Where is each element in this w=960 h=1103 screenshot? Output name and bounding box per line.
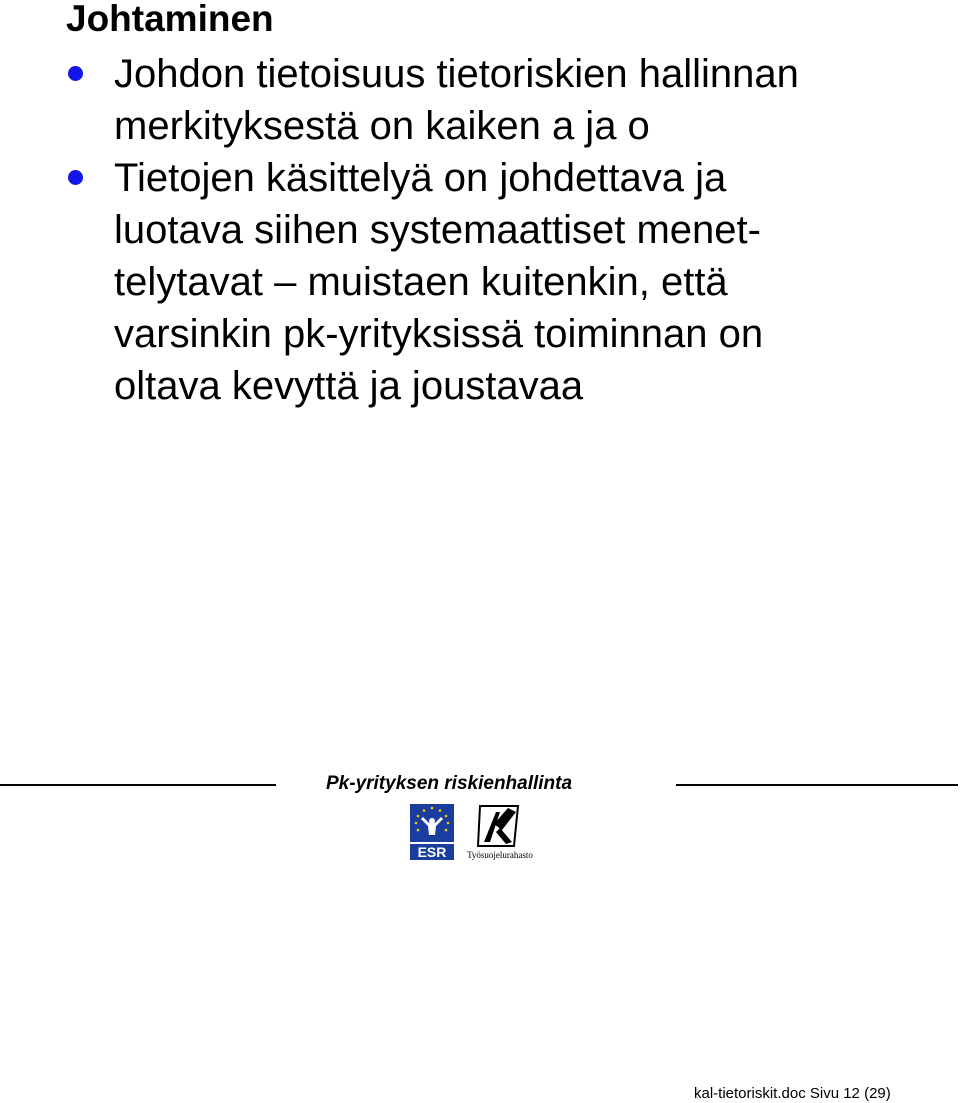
bullet-line: merkityksestä on kaiken a ja o — [114, 104, 650, 148]
tyosuojelurahasto-logo-text: Työsuojelurahasto — [467, 850, 533, 860]
bullet-dot-icon — [68, 66, 83, 81]
bullet-line: varsinkin pk-yrityksissä toiminnan on — [114, 312, 764, 356]
bullet-line: Johdon tietoisuus tietoriskien hallinnan — [114, 52, 799, 96]
bullet-line: Tietojen käsittelyä on johdettava ja — [114, 156, 727, 200]
tyosuojelurahasto-logo-icon — [460, 802, 540, 862]
page-number-info: kal-tietoriskit.doc Sivu 12 (29) — [694, 1085, 891, 1102]
bullet-dot-icon — [68, 170, 83, 185]
esr-logo-text: ESR — [417, 844, 447, 860]
bullet-item — [0, 152, 874, 412]
bullet-line: telytavat – muistaen kuitenkin, että — [114, 260, 728, 304]
bullet-list — [0, 48, 960, 412]
bullet-line: oltava kevyttä ja joustavaa — [114, 364, 584, 408]
footer-rule-right — [676, 784, 958, 786]
bullet-item — [0, 48, 874, 152]
page-title: Johtaminen — [66, 0, 274, 39]
bullet-line: luotava siihen systemaattiset menet- — [114, 208, 761, 252]
footer-rule-left — [0, 784, 276, 786]
footer-title: Pk-yrityksen riskienhallinta — [326, 773, 573, 794]
esr-logo-icon — [409, 803, 455, 861]
footer-band — [0, 770, 960, 800]
